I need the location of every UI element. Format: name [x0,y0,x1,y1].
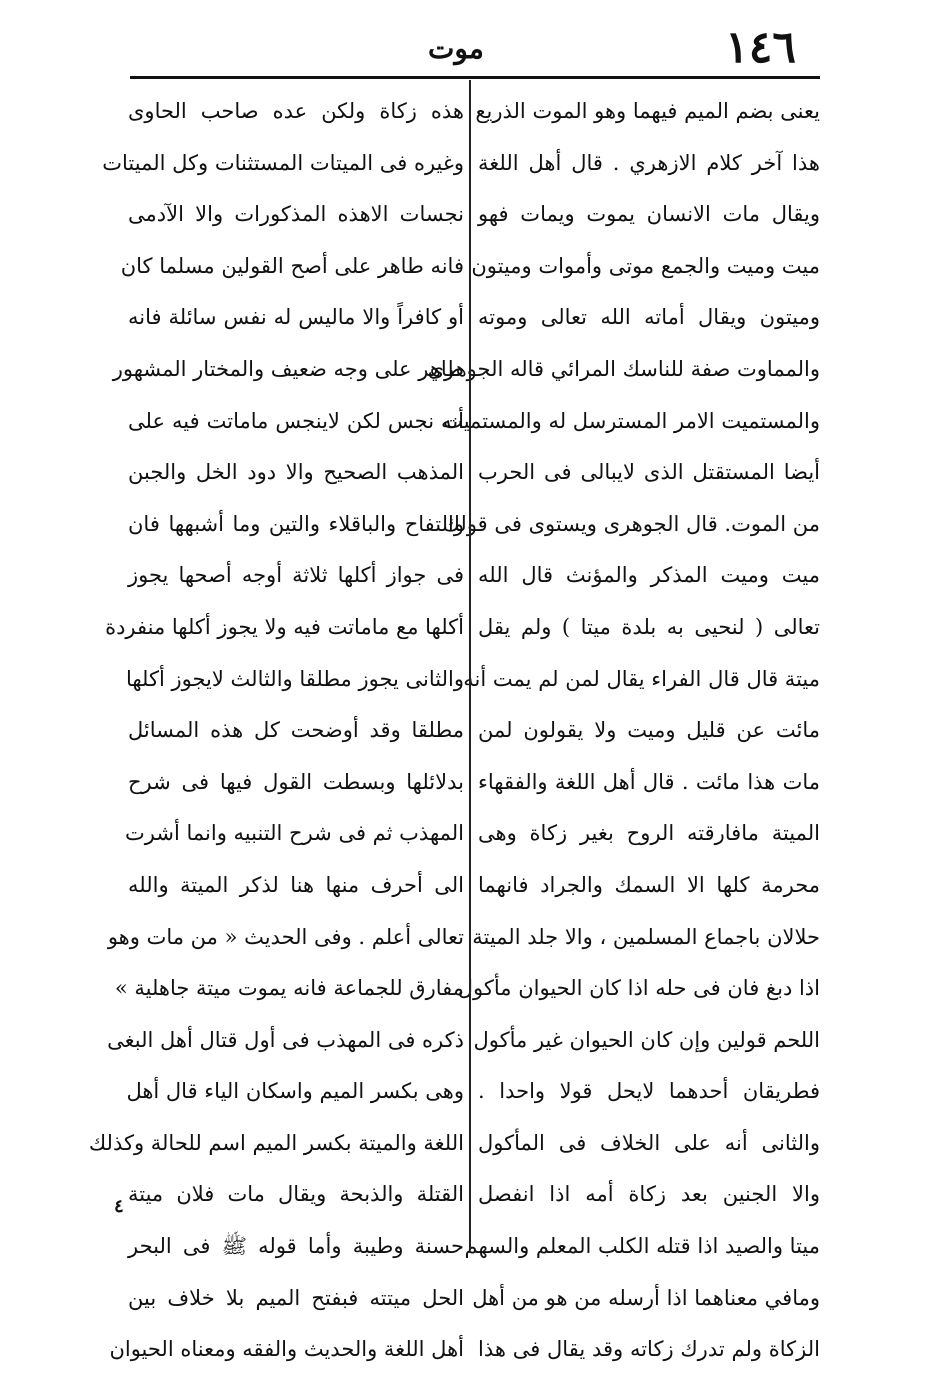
text-line: فى جواز أكلها ثلاثة أوجه أصحها يجوز [128,563,464,588]
text-line: نجسات الاهذه المذكورات والا الآدمى [128,202,464,227]
text-line: اللحم قولين وإن كان الحيوان غير مأكول [473,1027,820,1052]
page-number: ١٤٦ [725,22,796,73]
text-line: حسنة وطيبة وأما قوله ﷺ فى البحر [128,1234,464,1259]
text-line: مات هذا مائت . قال أهل اللغة والفقهاء [478,769,820,794]
text-line: أهل اللغة والحديث والفقه ومعناه الحيوان [109,1337,464,1362]
text-line: وغيره فى الميتات المستثنات وكل الميتات [102,150,464,175]
text-line: ويقال مات الانسان يموت ويمات فهو [478,202,820,227]
text-line: والتفاح والباقلاء والتين وما أشبهها فان [128,511,464,536]
text-line: طاهر على وجه ضعيف والمختار المشهور [112,356,464,381]
text-line: والثانى أنه على الخلاف فى المأكول [478,1130,820,1155]
corner-mark: ٤ [114,1196,124,1217]
text-line: المذهب الصحيح والا دود الخل والجبن [128,460,464,485]
text-line: ميت وميت المذكر والمؤنث قال الله [478,563,820,588]
text-line: والمماوت صفة للناسك المرائي قاله الجوهري [427,356,820,381]
text-line: ميتة قال قال الفراء يقال لمن لم يمت أنه [463,666,820,691]
text-line: ميت وميت والجمع موتى وأموات وميتون [471,253,820,278]
text-line: حلالان باجماع المسلمين ، والا جلد الميتة [472,924,820,949]
text-line: والثانى يجوز مطلقا والثالث لايجوز أكلها [125,666,464,691]
text-line: الحل ميتته فبفتح الميم بلا خلاف بين [128,1285,464,1310]
text-line: محرمة كلها الا السمك والجراد فانهما [478,872,820,897]
text-line: أكلها مع ماماتت فيه ولا يجوز أكلها منفردة [105,614,464,639]
text-line: والمستميت الامر المسترسل له والمستميت [443,408,820,433]
text-line: أيضا المستقتل الذى لايبالى فى الحرب [478,460,820,485]
text-line: أنه نجس لكن لاينجس ماماتت فيه على [128,408,464,433]
text-line: فطريقان أحدهما لايحل قولا واحدا . [478,1079,820,1104]
text-line: الى أحرف منها هنا لذكر الميتة والله [128,872,464,897]
text-line: الميتة مافارقته الروح بغير زكاة وهى [478,821,820,846]
text-line: هذه زكاة ولكن عده صاحب الحاوى [128,99,464,123]
text-line: تعالى أعلم . وفى الحديث « من مات وهو [107,924,464,949]
text-column-left [88,86,464,1376]
text-line: يعنى بضم الميم فيهما وهو الموت الذريع [475,99,820,123]
text-line: مطلقا وقد أوضحت كل هذه المسائل [128,718,464,743]
text-line: أو كافراً والا ماليس له نفس سائلة فانه [128,305,464,330]
text-line: من الموت. قال الجوهرى ويستوى فى قولك [442,511,820,536]
text-line: فانه طاهر على أصح القولين مسلما كان [120,253,464,278]
header-rule [130,76,820,79]
text-line: مائت عن قليل وميت ولا يقولون لمن [478,718,820,743]
text-line: القتلة والذبحة ويقال مات فلان ميتة [128,1182,464,1207]
text-line: هذا آخر كلام الازهري . قال أهل اللغة [478,150,820,175]
text-line: ميتا والصيد اذا قتله الكلب المعلم والسهم [464,1234,820,1259]
text-line: ذكره فى المهذب فى أول قتال أهل البغى [107,1027,464,1052]
text-line: والا الجنين بعد زكاة أمه اذا انفصل [478,1182,820,1207]
text-column-right [427,86,820,1376]
text-line: بدلائلها وبسطت القول فيها فى شرح [128,769,464,794]
text-line: ومافي معناهما اذا أرسله من هو من أهل [472,1285,820,1310]
text-line: وهى بكسر الميم واسكان الياء قال أهل [126,1079,464,1104]
text-line: وميتون ويقال أماته الله تعالى وموته [478,305,820,330]
running-head: موت [428,32,484,65]
text-line: مفارق للجماعة فانه يموت ميتة جاهلية » [114,976,464,1001]
column-divider [469,80,471,1250]
text-line: اذا دبغ فان فى حله اذا كان الحيوان مأكول [457,976,820,1001]
text-line: اللغة والميتة بكسر الميم اسم للحالة وكذلك [88,1130,464,1155]
text-line: المهذب ثم فى شرح التنبيه وانما أشرت [125,821,464,846]
text-line: تعالى ( لنحيى به بلدة ميتا ) ولم يقل [478,614,820,639]
text-line: الزكاة ولم تدرك زكاته وقد يقال فى هذا [478,1337,820,1362]
